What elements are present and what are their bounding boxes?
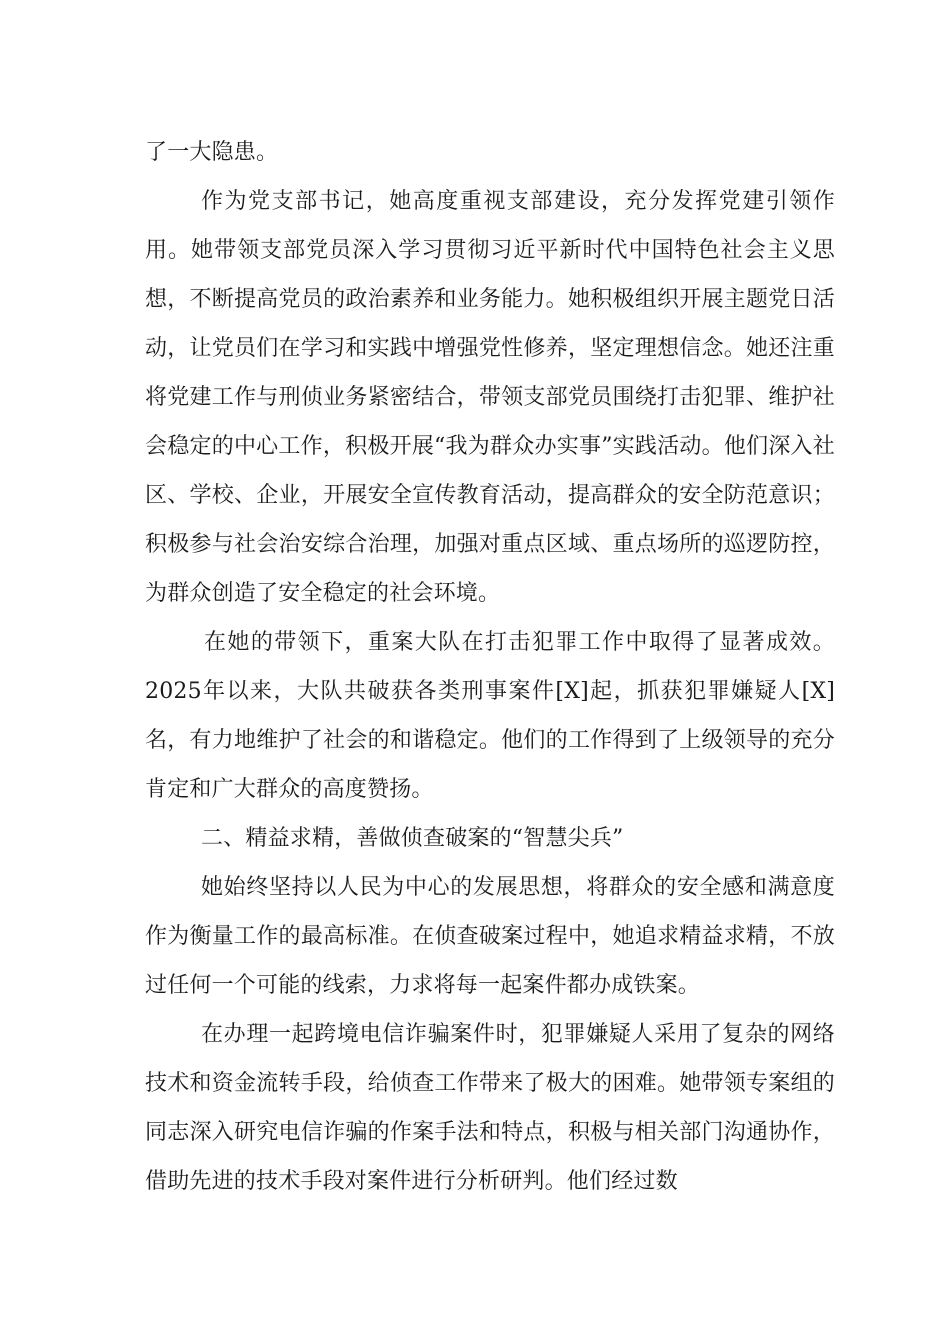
paragraph-fraud-case: 在办理一起跨境电信诈骗案件时，犯罪嫌疑人采用了复杂的网络技术和资金流转手段，给侦查工作带来了极大的困难。她带领专案组的同志深入研究电信诈骗的作案手法和特点，积极与相关部门沟通协作，借助先进的技术手段对案件进行分析研判。他们经过数 [145, 1022, 835, 1194]
section-heading: 二、精益求精，善做侦查破案的“智慧尖兵” [201, 826, 624, 851]
paragraph-achievements: 在她的带领下，重案大队在打击犯罪工作中取得了显著成效。2025年以来，大队共破获各类刑事案件[X]起，抓获犯罪嫌疑人[X]名，有力地维护了社会的和谐稳定。他们的工作得到了上级领导的充分肯定和广大群众的高度赞扬。 [145, 630, 835, 802]
paragraph-continuation: 了一大隐患。 [145, 140, 279, 165]
document-body [145, 128, 835, 1206]
paragraph-people-centered: 她始终坚持以人民为中心的发展思想，将群众的安全感和满意度作为衡量工作的最高标准。在侦查破案过程中，她追求精益求精，不放过任何一个可能的线索，力求将每一起案件都办成铁案。 [145, 875, 835, 998]
paragraph-party-branch: 作为党支部书记，她高度重视支部建设，充分发挥党建引领作用。她带领支部党员深入学习贯彻习近平新时代中国特色社会主义思想，不断提高党员的政治素养和业务能力。她积极组织开展主题党日活动，让党员们在学习和实践中增强党性修养，坚定理想信念。她还注重将党建工作与刑侦业务紧密结合，带领支部党员围绕打击犯罪、维护社会稳定的中心工作，积极开展“我为群众办实事”实践活动。他们深入社区、学校、企业，开展安全宣传教育活动，提高群众的安全防范意识；积极参与社会治安综合治理，加强对重点区域、重点场所的巡逻防控，为群众创造了安全稳定的社会环境。 [145, 189, 835, 606]
